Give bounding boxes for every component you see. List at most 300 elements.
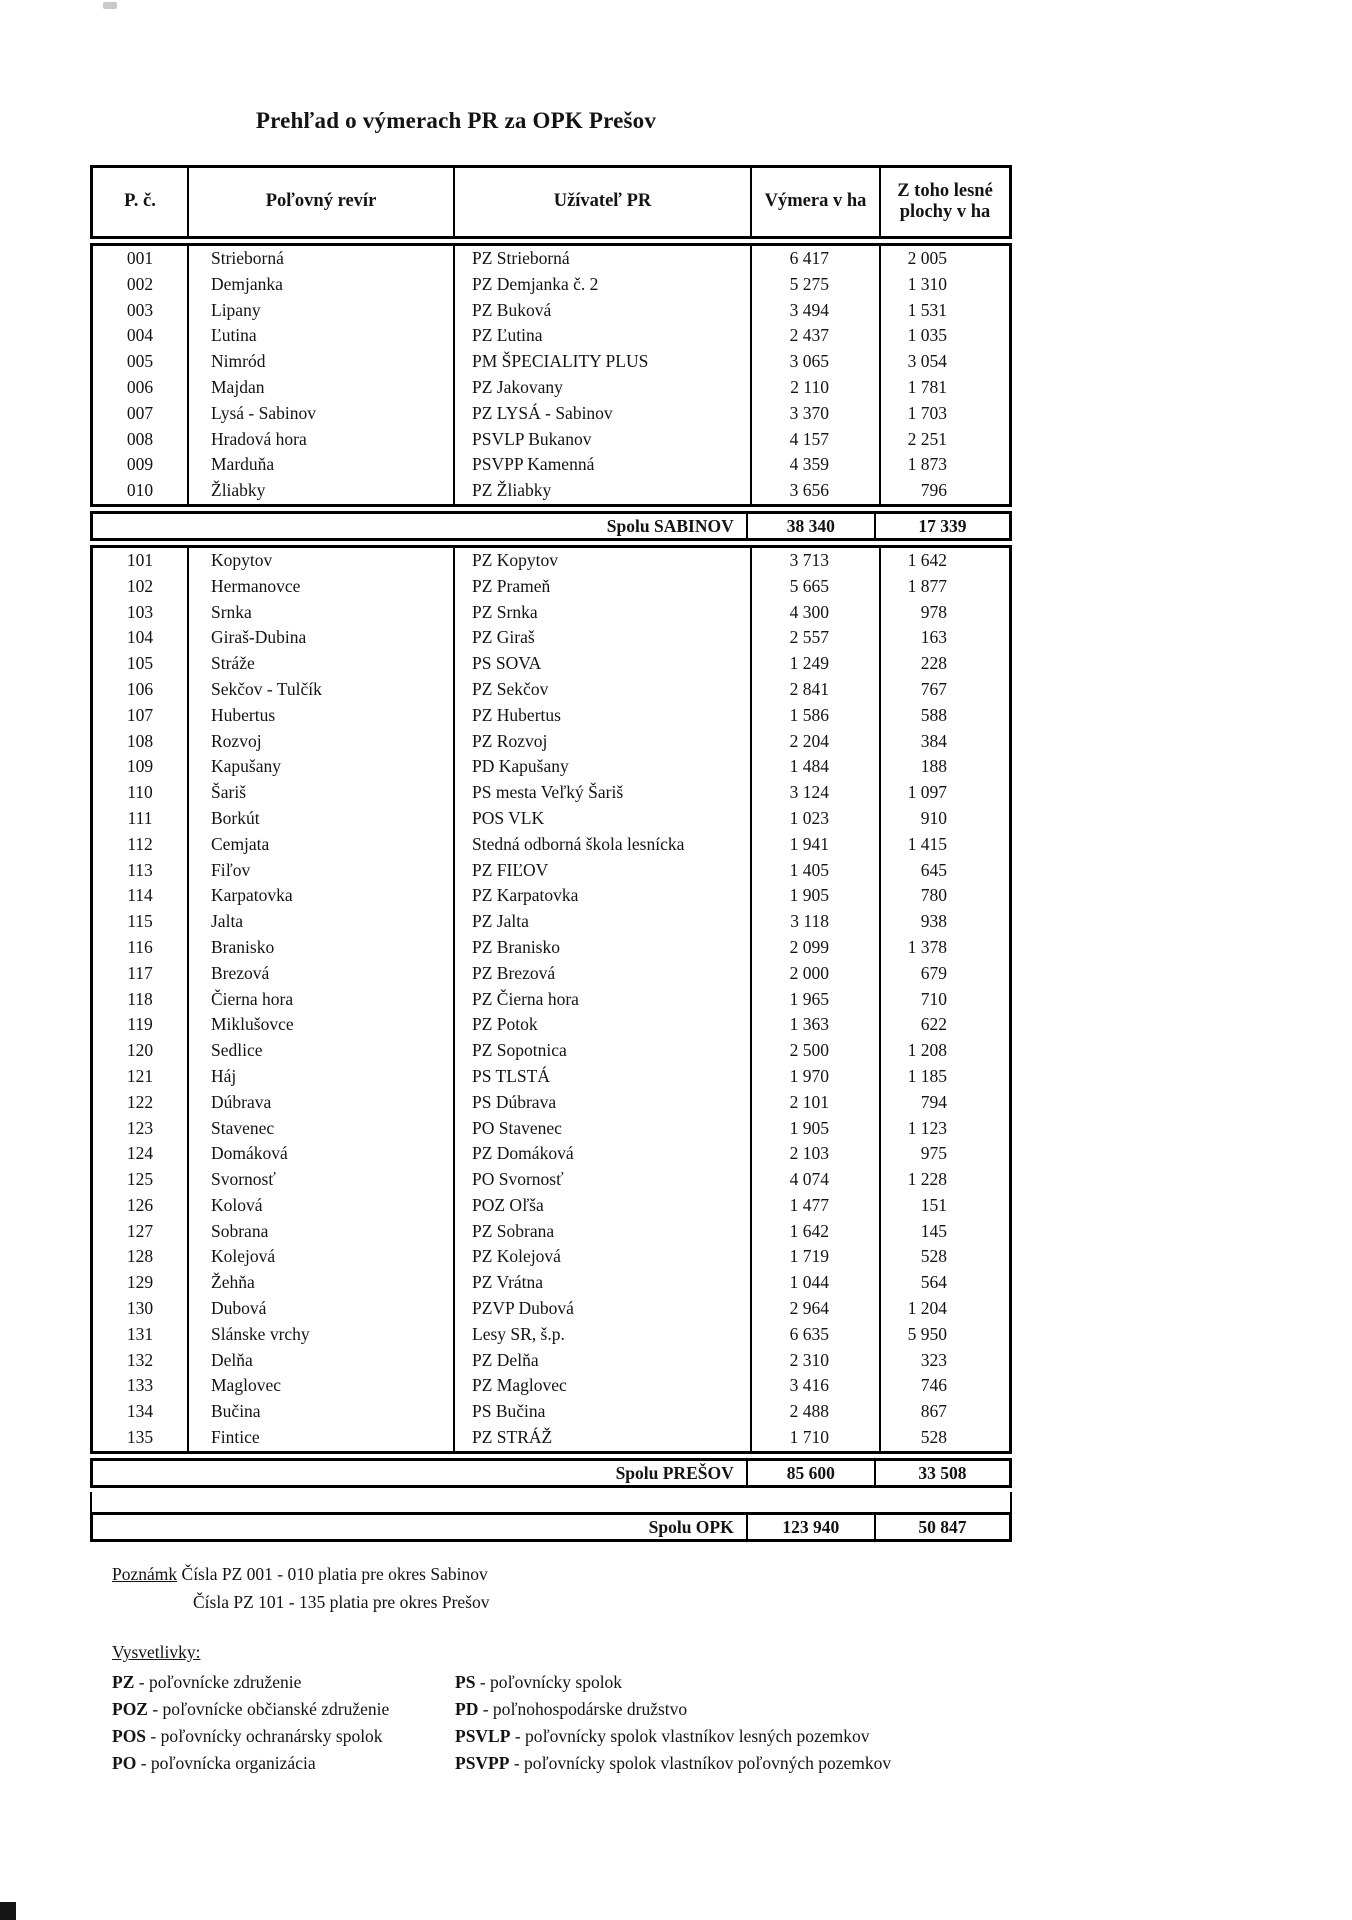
lesne-cell: 3 054 [879, 349, 1009, 375]
row-number: 002 [126, 273, 154, 294]
legend-desc: - poľovnícky spolok vlastníkov poľovných pozemkov [513, 1753, 892, 1773]
row-number: 008 [126, 428, 154, 449]
lesne-cell: 1 185 [879, 1064, 1009, 1090]
uzivatel-cell: PZ Maglovec [453, 1373, 750, 1399]
lesne-cell: 1 097 [879, 780, 1009, 806]
uzivatel-cell: PZ Delňa [453, 1348, 750, 1374]
presov-section [90, 545, 1012, 1454]
uzivatel-cell: POS VLK [453, 806, 750, 832]
uzivatel-cell: PS Bučina [453, 1399, 750, 1425]
table-row [93, 883, 1009, 909]
table-row [93, 1399, 1009, 1425]
row-number: 128 [126, 1246, 154, 1267]
legend-right-column [455, 1669, 1015, 1777]
revir-cell: Lysá - Sabinov [187, 401, 453, 427]
revir-cell: Sekčov - Tulčík [187, 677, 453, 703]
revir-cell: Žehňa [187, 1270, 453, 1296]
revir-cell: Giraš-Dubina [187, 625, 453, 651]
lesne-cell: 163 [879, 625, 1009, 651]
revir-cell: Hubertus [187, 703, 453, 729]
page-title: Prehľad o výmerach PR za OPK Prešov [255, 108, 657, 133]
vymera-cell: 1 363 [750, 1012, 879, 1038]
table-row [93, 600, 1009, 626]
revir-cell: Jalta [187, 909, 453, 935]
vymera-cell: 1 905 [750, 1116, 879, 1142]
scan-smudge [103, 2, 117, 9]
row-number: 107 [126, 704, 154, 725]
vymera-cell: 1 249 [750, 651, 879, 677]
table-row [93, 427, 1009, 453]
revir-cell: Nimród [187, 349, 453, 375]
lesne-cell: 794 [879, 1090, 1009, 1116]
legend-abbr: PS [455, 1672, 476, 1692]
lesne-cell: 1 310 [879, 272, 1009, 298]
row-number: 125 [126, 1169, 154, 1190]
table-row [93, 1167, 1009, 1193]
uzivatel-cell: PZ Čierna hora [453, 987, 750, 1013]
vymera-cell: 1 905 [750, 883, 879, 909]
vymera-cell: 6 417 [750, 246, 879, 272]
vymera-cell: 2 437 [750, 323, 879, 349]
lesne-cell: 938 [879, 909, 1009, 935]
opk-total-label: Spolu OPK [648, 1516, 734, 1537]
notes-label: Poznámk [112, 1564, 178, 1584]
row-number: 103 [126, 601, 154, 622]
table-row [93, 625, 1009, 651]
vymera-cell: 1 719 [750, 1244, 879, 1270]
table-row [93, 349, 1009, 375]
table-row [93, 1296, 1009, 1322]
row-number: 106 [126, 678, 154, 699]
table-row [93, 1012, 1009, 1038]
vymera-cell: 3 370 [750, 401, 879, 427]
row-number: 102 [126, 575, 154, 596]
legend-desc: - poľnohospodárske družstvo [482, 1699, 688, 1719]
uzivatel-cell: Lesy SR, š.p. [453, 1322, 750, 1348]
table-row [93, 1348, 1009, 1374]
revir-cell: Ľutina [187, 323, 453, 349]
legend-item [455, 1696, 1015, 1723]
uzivatel-cell: PZ Hubertus [453, 703, 750, 729]
row-number: 108 [126, 730, 154, 751]
revir-cell: Slánske vrchy [187, 1322, 453, 1348]
table-row [93, 1270, 1009, 1296]
legend-left-column [112, 1669, 455, 1777]
table-row [93, 478, 1009, 504]
row-number: 130 [126, 1298, 154, 1319]
uzivatel-cell: PZ Sopotnica [453, 1038, 750, 1064]
lesne-cell: 1 035 [879, 323, 1009, 349]
uzivatel-cell: PZ Jalta [453, 909, 750, 935]
row-number: 135 [126, 1427, 154, 1448]
uzivatel-cell: PS mesta Veľký Šariš [453, 780, 750, 806]
table-row [93, 1425, 1009, 1451]
revir-cell: Sobrana [187, 1219, 453, 1245]
lesne-cell: 528 [879, 1425, 1009, 1451]
presov-total-vymera: 85 600 [746, 1461, 874, 1485]
uzivatel-cell: PZ STRÁŽ [453, 1425, 750, 1451]
header-row [93, 168, 1009, 236]
vymera-cell: 1 710 [750, 1425, 879, 1451]
legend-item [455, 1750, 1015, 1777]
table-row [93, 651, 1009, 677]
uzivatel-cell: PZ Brezová [453, 961, 750, 987]
presov-total-lesne: 33 508 [874, 1461, 1009, 1485]
revir-cell: Stráže [187, 651, 453, 677]
lesne-cell: 588 [879, 703, 1009, 729]
lesne-cell: 1 415 [879, 832, 1009, 858]
legend-abbr: PD [455, 1699, 479, 1719]
vymera-cell: 1 405 [750, 858, 879, 884]
revir-cell: Maglovec [187, 1373, 453, 1399]
legend-abbr: PSVPP [455, 1753, 510, 1773]
uzivatel-cell: PZVP Dubová [453, 1296, 750, 1322]
revir-cell: Borkút [187, 806, 453, 832]
opk-total-lesne: 50 847 [874, 1515, 1009, 1539]
table-row [93, 780, 1009, 806]
table-row [93, 452, 1009, 478]
vymera-cell: 1 965 [750, 987, 879, 1013]
revir-cell: Háj [187, 1064, 453, 1090]
vymera-cell: 2 103 [750, 1141, 879, 1167]
row-number: 127 [126, 1220, 154, 1241]
row-number: 110 [127, 782, 153, 803]
table-row [93, 1116, 1009, 1142]
notes [112, 1560, 489, 1616]
revir-cell: Svornosť [187, 1167, 453, 1193]
row-number: 004 [126, 325, 154, 346]
vymera-cell: 2 964 [750, 1296, 879, 1322]
revir-cell: Sedlice [187, 1038, 453, 1064]
table-row [93, 703, 1009, 729]
vymera-cell: 3 124 [750, 780, 879, 806]
uzivatel-cell: PZ Giraš [453, 625, 750, 651]
revir-cell: Kopytov [187, 548, 453, 574]
header-uzivatel: Užívateľ PR [453, 168, 750, 236]
uzivatel-cell: PZ Kopytov [453, 548, 750, 574]
sabinov-section [90, 243, 1012, 507]
lesne-cell: 796 [879, 478, 1009, 504]
row-number: 114 [127, 885, 153, 906]
row-number: 134 [126, 1401, 154, 1422]
vymera-cell: 1 970 [750, 1064, 879, 1090]
lesne-cell: 1 228 [879, 1167, 1009, 1193]
revir-cell: Majdan [187, 375, 453, 401]
row-number: 113 [127, 859, 153, 880]
revir-cell: Bučina [187, 1399, 453, 1425]
vymera-cell: 2 488 [750, 1399, 879, 1425]
revir-cell: Rozvoj [187, 729, 453, 755]
uzivatel-cell: PSVPP Kamenná [453, 452, 750, 478]
legend-abbr: POZ [112, 1699, 148, 1719]
legend-abbr: POS [112, 1726, 147, 1746]
table-row [93, 375, 1009, 401]
legend-desc: - poľovnícke občianské združenie [152, 1699, 390, 1719]
row-number: 120 [126, 1040, 154, 1061]
row-number: 131 [126, 1323, 154, 1344]
table-header [90, 165, 1012, 239]
table-row [93, 1141, 1009, 1167]
row-number: 003 [126, 299, 154, 320]
uzivatel-cell: PZ LYSÁ - Sabinov [453, 401, 750, 427]
table-row [93, 961, 1009, 987]
table-row [93, 246, 1009, 272]
revir-cell: Fintice [187, 1425, 453, 1451]
row-number: 005 [126, 351, 154, 372]
uzivatel-cell: PZ Karpatovka [453, 883, 750, 909]
revir-cell: Domáková [187, 1141, 453, 1167]
uzivatel-cell: PD Kapušany [453, 754, 750, 780]
pr-table [90, 165, 1012, 1546]
revir-cell: Srnka [187, 600, 453, 626]
uzivatel-cell: PZ Prameň [453, 574, 750, 600]
revir-cell: Kapušany [187, 754, 453, 780]
vymera-cell: 4 300 [750, 600, 879, 626]
vymera-cell: 2 500 [750, 1038, 879, 1064]
vymera-cell: 2 204 [750, 729, 879, 755]
uzivatel-cell: PZ Demjanka č. 2 [453, 272, 750, 298]
vymera-cell: 2 310 [750, 1348, 879, 1374]
uzivatel-cell: PS SOVA [453, 651, 750, 677]
row-number: 129 [126, 1272, 154, 1293]
legend-item [455, 1723, 1015, 1750]
row-number: 124 [126, 1143, 154, 1164]
vymera-cell: 4 074 [750, 1167, 879, 1193]
lesne-cell: 1 204 [879, 1296, 1009, 1322]
lesne-cell: 1 642 [879, 548, 1009, 574]
table-row [93, 1322, 1009, 1348]
header-vymera: Výmera v ha [750, 168, 879, 236]
vymera-cell: 2 099 [750, 935, 879, 961]
table-row [93, 1090, 1009, 1116]
row-number: 112 [127, 833, 153, 854]
uzivatel-cell: PO Svornosť [453, 1167, 750, 1193]
lesne-cell: 145 [879, 1219, 1009, 1245]
lesne-cell: 679 [879, 961, 1009, 987]
uzivatel-cell: PZ Žliabky [453, 478, 750, 504]
table-row [93, 858, 1009, 884]
legend-abbr: PZ [112, 1672, 135, 1692]
legend [112, 1642, 1015, 1777]
row-number: 101 [126, 549, 154, 570]
row-number: 009 [126, 454, 154, 475]
notes-line-1 [112, 1560, 489, 1588]
header-lesne: Z toho lesné plochy v ha [879, 168, 1009, 236]
revir-cell: Stavenec [187, 1116, 453, 1142]
sabinov-total-label: Spolu SABINOV [606, 515, 734, 536]
legend-item [455, 1669, 1015, 1696]
table-row [93, 987, 1009, 1013]
uzivatel-cell: PZ Branisko [453, 935, 750, 961]
lesne-cell: 1 873 [879, 452, 1009, 478]
row-number: 133 [126, 1375, 154, 1396]
presov-total-label: Spolu PREŠOV [615, 1462, 734, 1483]
lesne-cell: 978 [879, 600, 1009, 626]
uzivatel-cell: PZ Vrátna [453, 1270, 750, 1296]
table-row [93, 298, 1009, 324]
vymera-cell: 3 656 [750, 478, 879, 504]
row-number: 007 [126, 402, 154, 423]
lesne-cell: 780 [879, 883, 1009, 909]
vymera-cell: 3 713 [750, 548, 879, 574]
opk-total-row [90, 1512, 1012, 1542]
table-row [93, 1219, 1009, 1245]
legend-desc: - poľovnícka organizácia [140, 1753, 316, 1773]
uzivatel-cell: PZ Jakovany [453, 375, 750, 401]
lesne-cell: 645 [879, 858, 1009, 884]
uzivatel-cell: PZ Sekčov [453, 677, 750, 703]
uzivatel-cell: PZ Potok [453, 1012, 750, 1038]
table-row [93, 548, 1009, 574]
lesne-cell: 1 208 [879, 1038, 1009, 1064]
uzivatel-cell: Stedná odborná škola lesnícka [453, 832, 750, 858]
uzivatel-cell: PM ŠPECIALITY PLUS [453, 349, 750, 375]
row-number: 132 [126, 1349, 154, 1370]
lesne-cell: 188 [879, 754, 1009, 780]
legend-desc: - poľovnícky spolok [479, 1672, 623, 1692]
row-number: 121 [126, 1065, 154, 1086]
vymera-cell: 2 841 [750, 677, 879, 703]
revir-cell: Cemjata [187, 832, 453, 858]
uzivatel-cell: PZ Domáková [453, 1141, 750, 1167]
vymera-cell: 3 065 [750, 349, 879, 375]
lesne-cell: 1 703 [879, 401, 1009, 427]
vymera-cell: 2 557 [750, 625, 879, 651]
opk-total-vymera: 123 940 [746, 1515, 874, 1539]
revir-cell: Hradová hora [187, 427, 453, 453]
row-number: 010 [126, 480, 154, 501]
table-row [93, 1373, 1009, 1399]
row-number: 116 [127, 936, 153, 957]
vymera-cell: 1 044 [750, 1270, 879, 1296]
uzivatel-cell: PZ Sobrana [453, 1219, 750, 1245]
lesne-cell: 1 378 [879, 935, 1009, 961]
header-num: P. č. [124, 191, 156, 212]
vymera-cell: 5 665 [750, 574, 879, 600]
legend-item [112, 1696, 455, 1723]
vymera-cell: 5 275 [750, 272, 879, 298]
vymera-cell: 1 642 [750, 1219, 879, 1245]
uzivatel-cell: POZ Oľša [453, 1193, 750, 1219]
lesne-cell: 2 251 [879, 427, 1009, 453]
table-row [93, 323, 1009, 349]
row-number: 111 [127, 807, 153, 828]
row-number: 119 [127, 1014, 153, 1035]
notes-text-1: Čísla PZ 001 - 010 platia pre okres Sabinov [181, 1564, 488, 1584]
legend-desc: - poľovnícke združenie [138, 1672, 302, 1692]
lesne-cell: 323 [879, 1348, 1009, 1374]
uzivatel-cell: PZ Buková [453, 298, 750, 324]
lesne-cell: 1 877 [879, 574, 1009, 600]
table-row [93, 1244, 1009, 1270]
scan-corner-artifact [0, 1902, 16, 1920]
uzivatel-cell: PZ Ľutina [453, 323, 750, 349]
lesne-cell: 384 [879, 729, 1009, 755]
vymera-cell: 6 635 [750, 1322, 879, 1348]
revir-cell: Fiľov [187, 858, 453, 884]
vymera-cell: 4 157 [750, 427, 879, 453]
row-number: 105 [126, 653, 154, 674]
vymera-cell: 3 118 [750, 909, 879, 935]
row-number: 117 [127, 962, 153, 983]
header-revir: Poľovný revír [187, 168, 453, 236]
lesne-cell: 151 [879, 1193, 1009, 1219]
lesne-cell: 1 781 [879, 375, 1009, 401]
vymera-cell: 2 000 [750, 961, 879, 987]
vymera-cell: 4 359 [750, 452, 879, 478]
lesne-cell: 228 [879, 651, 1009, 677]
vymera-cell: 1 941 [750, 832, 879, 858]
legend-item [112, 1750, 455, 1777]
revir-cell: Demjanka [187, 272, 453, 298]
uzivatel-cell: PSVLP Bukanov [453, 427, 750, 453]
vymera-cell: 3 416 [750, 1373, 879, 1399]
row-number: 001 [126, 248, 154, 268]
sabinov-total-row [90, 511, 1012, 541]
legend-item [112, 1669, 455, 1696]
lesne-cell: 767 [879, 677, 1009, 703]
uzivatel-cell: PZ Kolejová [453, 1244, 750, 1270]
row-number: 126 [126, 1194, 154, 1215]
vymera-cell: 2 101 [750, 1090, 879, 1116]
lesne-cell: 746 [879, 1373, 1009, 1399]
revir-cell: Branisko [187, 935, 453, 961]
vymera-cell: 3 494 [750, 298, 879, 324]
revir-cell: Kolová [187, 1193, 453, 1219]
table-row [93, 754, 1009, 780]
uzivatel-cell: PZ Strieborná [453, 246, 750, 272]
lesne-cell: 5 950 [879, 1322, 1009, 1348]
notes-line-2: Čísla PZ 101 - 135 platia pre okres Prešov [193, 1592, 490, 1612]
revir-cell: Dúbrava [187, 1090, 453, 1116]
lesne-cell: 1 531 [879, 298, 1009, 324]
revir-cell: Marduňa [187, 452, 453, 478]
uzivatel-cell: PZ Rozvoj [453, 729, 750, 755]
table-row [93, 677, 1009, 703]
revir-cell: Miklušovce [187, 1012, 453, 1038]
legend-title: Vysvetlivky: [112, 1642, 201, 1662]
sabinov-total-lesne: 17 339 [874, 514, 1009, 538]
lesne-cell: 867 [879, 1399, 1009, 1425]
table-row [93, 832, 1009, 858]
sabinov-total-vymera: 38 340 [746, 514, 874, 538]
revir-cell: Čierna hora [187, 987, 453, 1013]
revir-cell: Karpatovka [187, 883, 453, 909]
table-row [93, 935, 1009, 961]
table-row [93, 729, 1009, 755]
uzivatel-cell: PS TLSTÁ [453, 1064, 750, 1090]
legend-abbr: PO [112, 1753, 137, 1773]
vymera-cell: 1 477 [750, 1193, 879, 1219]
row-number: 109 [126, 756, 154, 777]
revir-cell: Dubová [187, 1296, 453, 1322]
lesne-cell: 910 [879, 806, 1009, 832]
lesne-cell: 564 [879, 1270, 1009, 1296]
table-row [93, 806, 1009, 832]
revir-cell: Delňa [187, 1348, 453, 1374]
row-number: 123 [126, 1117, 154, 1138]
revir-cell: Brezová [187, 961, 453, 987]
revir-cell: Šariš [187, 780, 453, 806]
lesne-cell: 2 005 [879, 246, 1009, 272]
row-number: 104 [126, 627, 154, 648]
uzivatel-cell: PZ FIĽOV [453, 858, 750, 884]
vymera-cell: 2 110 [750, 375, 879, 401]
table-row [93, 1038, 1009, 1064]
legend-item [112, 1723, 455, 1750]
lesne-cell: 528 [879, 1244, 1009, 1270]
uzivatel-cell: PO Stavenec [453, 1116, 750, 1142]
